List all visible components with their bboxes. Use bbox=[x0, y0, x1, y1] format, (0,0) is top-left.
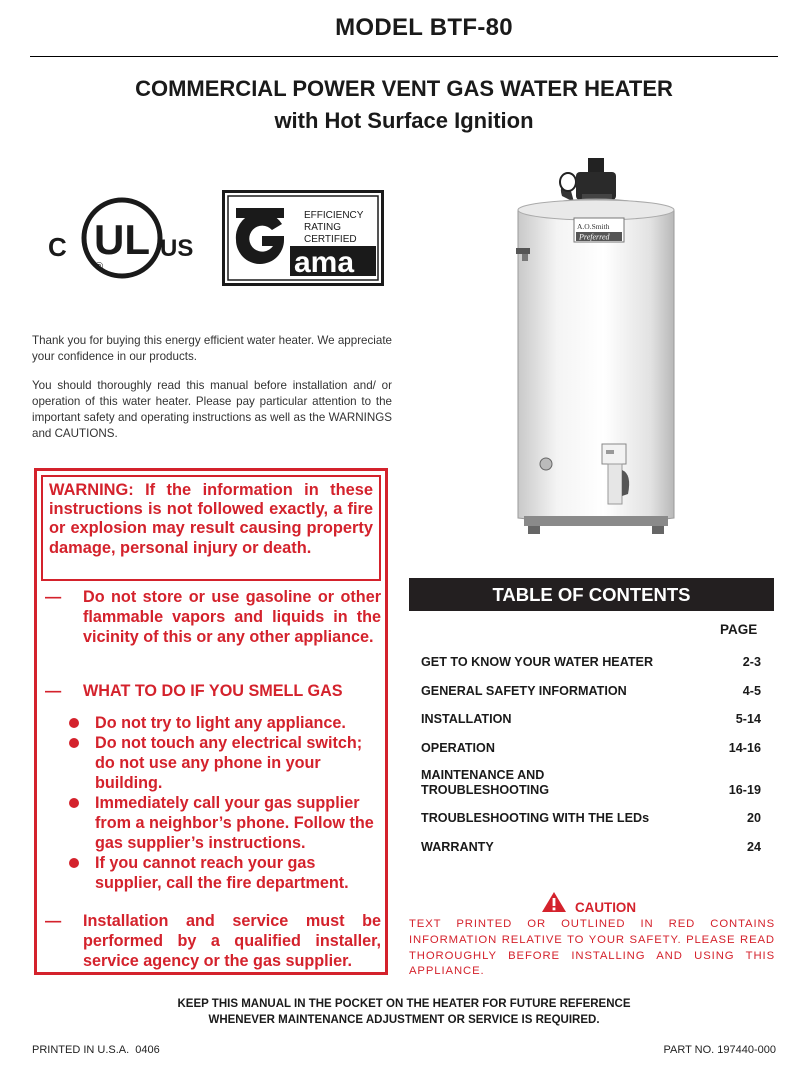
ul-listed-logo bbox=[48, 190, 196, 290]
gama-brand: ama bbox=[294, 246, 355, 279]
dash-mark: — bbox=[45, 588, 62, 606]
gama-certified: CERTIFIED bbox=[304, 234, 357, 245]
gama-certified-logo bbox=[222, 190, 384, 286]
toc-page: 5-14 bbox=[735, 712, 761, 726]
list-item: If you cannot reach your gas supplier, call the fire department. bbox=[65, 853, 375, 893]
toc-page-column-header: PAGE bbox=[720, 622, 758, 637]
keep-manual-notice-line-2: WHENEVER MAINTENANCE ADJUSTMENT OR SERVICE IS REQUIRED. bbox=[208, 1014, 600, 1026]
toc-label: INSTALLATION bbox=[421, 712, 512, 726]
intro-paragraph-1: Thank you for buying this energy efficient water heater. We appreciate your confidence in our products. bbox=[32, 334, 392, 363]
registered-mark: ® bbox=[95, 261, 104, 273]
keep-manual-notice-line-1: KEEP THIS MANUAL IN THE POCKET ON THE HEATER FOR FUTURE REFERENCE bbox=[177, 998, 631, 1010]
toc-page: 14-16 bbox=[728, 741, 761, 755]
caution-text: TEXT PRINTED OR OUTLINED IN RED CONTAINS INFORMATION RELATIVE TO YOUR SAFETY. PLEASE READ THOROUGHLY BEFORE INSTALLING AND USING THIS APPLIANCE. bbox=[409, 918, 775, 978]
dash-mark: — bbox=[45, 682, 62, 700]
toc-label: GENERAL SAFETY INFORMATION bbox=[421, 684, 627, 698]
document-title: COMMERCIAL POWER VENT GAS WATER HEATER bbox=[135, 76, 673, 101]
warning-box bbox=[34, 468, 388, 975]
toc-page: 2-3 bbox=[742, 655, 761, 669]
list-item: Do not touch any electrical switch; do not use any phone in your building. bbox=[65, 733, 375, 793]
smell-gas-steps bbox=[65, 713, 375, 893]
printed-in-label: PRINTED IN U.S.A. 0406 bbox=[32, 1044, 160, 1056]
toc-page: 4-5 bbox=[742, 684, 761, 698]
gama-efficiency: EFFICIENCY bbox=[304, 210, 364, 221]
caution-title: CAUTION bbox=[575, 900, 636, 915]
gama-rating: RATING bbox=[304, 222, 342, 233]
warning-item-installation bbox=[45, 911, 383, 975]
ul-us-mark: US bbox=[160, 235, 194, 262]
warning-item-text: Installation and service must be performed by a qualified installer, service agency or the gas supplier. bbox=[83, 912, 381, 970]
list-item: Do not try to light any appliance. bbox=[65, 713, 375, 733]
warning-item-text: Do not store or use gasoline or other flammable vapors and liquids in the vicinity of this or any other appliance. bbox=[83, 588, 381, 646]
toc-label: TROUBLESHOOTING WITH THE LEDs bbox=[421, 811, 650, 825]
toc-page: 16-19 bbox=[728, 783, 761, 797]
heater-model-label: Preferred bbox=[579, 232, 610, 242]
water-heater-image bbox=[506, 158, 684, 538]
header-divider bbox=[30, 56, 778, 57]
warning-statement: WARNING: If the information in these instructions is not followed exactly, a fire or explosion may result causing property damage, personal injury or death. bbox=[49, 481, 373, 557]
toc-label: WARRANTY bbox=[421, 840, 494, 854]
toc-title: TABLE OF CONTENTS bbox=[409, 578, 774, 611]
toc-label: MAINTENANCE AND TROUBLESHOOTING bbox=[421, 768, 550, 797]
toc-page: 20 bbox=[746, 811, 761, 825]
ul-c-mark: C bbox=[48, 232, 67, 262]
warning-header-box bbox=[41, 475, 381, 581]
ul-mark: UL bbox=[94, 216, 150, 263]
list-item: Immediately call your gas supplier from a neighbor’s phone. Follow the gas supplier’s instructions. bbox=[65, 793, 375, 853]
toc-label: OPERATION bbox=[421, 741, 495, 755]
warning-item-storage bbox=[45, 587, 383, 671]
model-title: MODEL BTF-80 bbox=[335, 14, 513, 41]
intro-paragraph-2: You should thoroughly read this manual before installation and/ or operation of this water heater. Please pay particular attention to the important safety and operating instructions as well as the WARNINGS and CAUTIONS. bbox=[32, 379, 392, 440]
warning-item-smell-gas bbox=[45, 681, 383, 705]
toc-page: 24 bbox=[746, 840, 761, 854]
toc-label: GET TO KNOW YOUR WATER HEATER bbox=[421, 655, 654, 669]
part-number: PART NO. 197440-000 bbox=[663, 1044, 776, 1056]
heater-brand-label: A.O.Smith bbox=[577, 222, 610, 231]
warning-item-text: WHAT TO DO IF YOU SMELL GAS bbox=[83, 682, 343, 700]
dash-mark: — bbox=[45, 912, 62, 930]
document-subtitle: with Hot Surface Ignition bbox=[274, 108, 534, 133]
caution-triangle-icon bbox=[541, 891, 567, 913]
